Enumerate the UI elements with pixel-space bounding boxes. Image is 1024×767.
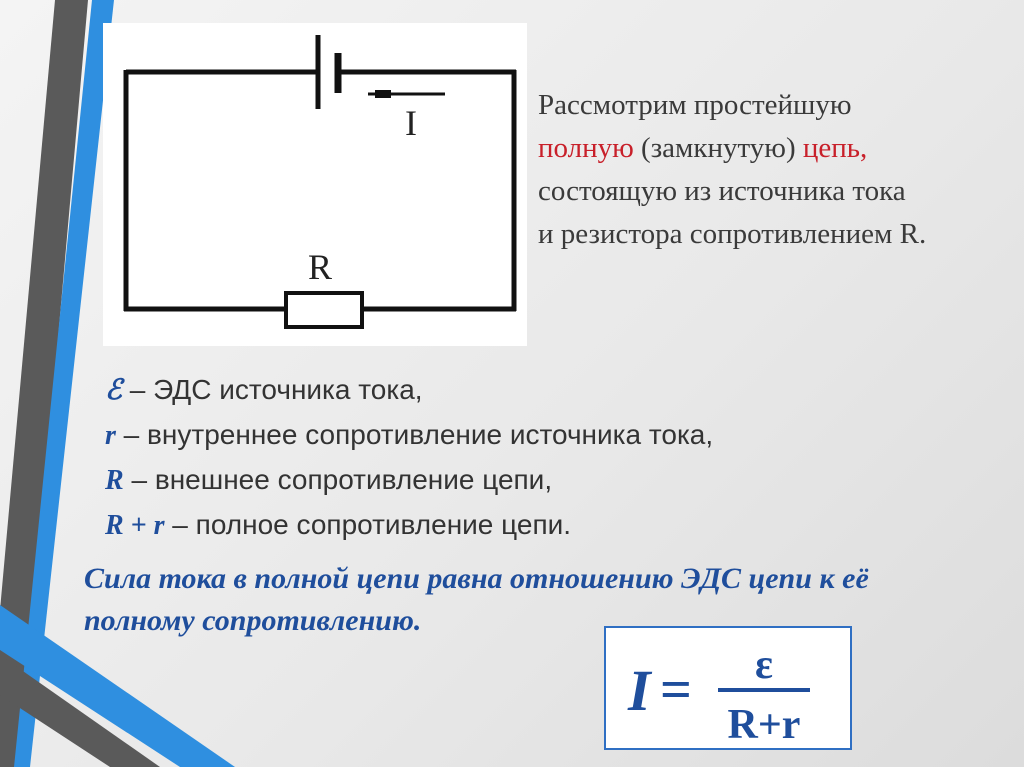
formula-equals: = xyxy=(660,659,692,721)
intro-text xyxy=(538,84,1018,256)
intro-line-2 xyxy=(538,127,1018,170)
definition-text: ЭДС источника тока, xyxy=(153,374,423,405)
formula-denominator: R+r xyxy=(727,702,801,748)
circuit-schematic xyxy=(103,23,527,346)
resistor-label: R xyxy=(308,247,333,287)
intro-word-closed: (замкнутую) xyxy=(641,132,796,164)
formula-numerator: ε xyxy=(755,642,773,688)
intro-line-3: состоящую из источника тока xyxy=(538,175,906,207)
definition-row xyxy=(105,368,805,413)
definition-symbol: ℰ xyxy=(105,375,122,406)
statement-line-2: полному сопротивлению. xyxy=(84,604,422,637)
definition-row xyxy=(105,503,805,548)
definition-symbol: r xyxy=(105,420,116,451)
formula-lhs: I xyxy=(628,658,651,723)
definition-row xyxy=(105,413,805,458)
resistor xyxy=(286,293,362,327)
definition-symbol: R + r xyxy=(105,510,165,541)
definition-text: полное сопротивление цепи. xyxy=(195,509,572,540)
definition-text: внешнее сопротивление цепи, xyxy=(154,464,553,495)
definition-text: внутреннее сопротивление источника тока, xyxy=(147,419,714,450)
intro-line-4: и резистора сопротивлением R. xyxy=(538,218,927,250)
definition-dash: – xyxy=(115,419,148,450)
intro-word-full: полную xyxy=(538,132,634,164)
ohm-law-statement xyxy=(84,558,1014,642)
definition-dash: – xyxy=(123,464,155,495)
definition-row xyxy=(105,458,805,503)
current-label: I xyxy=(405,103,417,143)
circuit-diagram xyxy=(103,23,527,346)
statement-line-1: Сила тока в полной цепи равна отношению ЭДС цепи к её xyxy=(84,562,869,595)
definition-dash: – xyxy=(164,509,196,540)
formula-box xyxy=(604,626,852,750)
definition-symbol: R xyxy=(105,465,124,496)
formula xyxy=(606,628,850,748)
intro-word-circuit: цепь, xyxy=(802,132,868,164)
intro-line-1: Рассмотрим простейшую xyxy=(538,89,852,121)
definitions-list xyxy=(105,368,805,548)
definition-dash: – xyxy=(121,374,154,405)
